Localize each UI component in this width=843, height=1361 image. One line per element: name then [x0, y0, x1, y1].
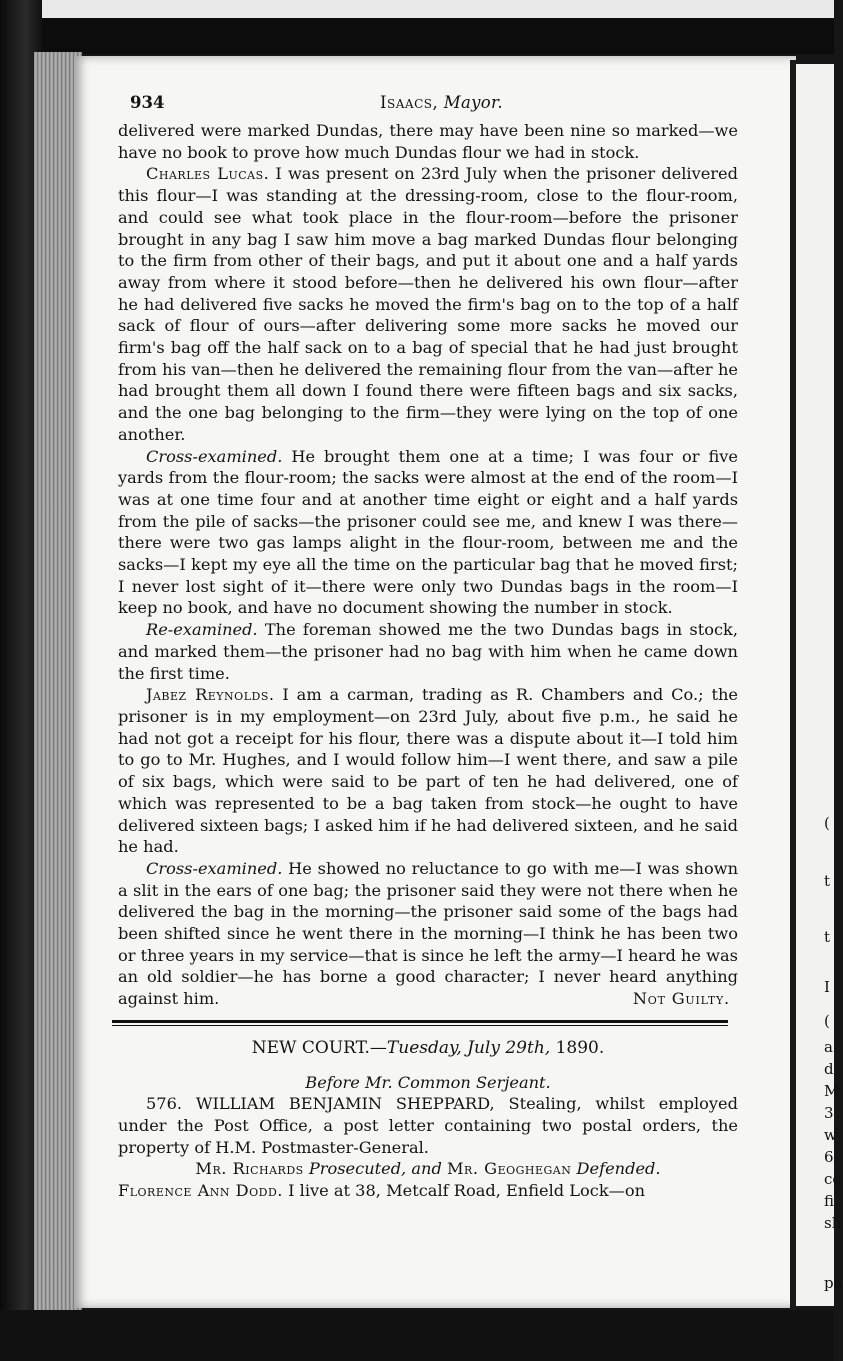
testimony-text: The foreman showed me the two Dundas bags in stock, and marked them—the prisoner had no bag with him when he came down the first time.	[118, 620, 738, 683]
facing-page-char: I	[824, 978, 830, 996]
page-text	[118, 86, 738, 1202]
cross-examination-reynolds	[118, 858, 738, 1010]
testimony-text: I was present on 23rd July when the prisoner delivered this flour—I was standing at the dressing-room, close to the flour-room, and could see what took place in the flour-room—before the prisoner brought in any bag I saw him move a bag marked Dundas flour belonging to the firm from other of their bags, and put it about one and a half yards away from where it stood before—then he delivered his own flour—after he had delivered five sacks he moved the firm's bag on to the top of a half sack of flour of ours—after delivering some more sacks he moved our firm's bag off the half sack on to a bag of special that he had just brought from his van—then he delivered the remaining flour from the van—after he had brought them all down I found there were fifteen bags and six sacks, and the one bag belonging to the firm—they were lying on the top of one another.	[118, 164, 738, 444]
paragraph-continuation: delivered were marked Dundas, there may have been nine so marked—we have no book to prove how much Dundas flour we had in stock.	[118, 121, 738, 162]
section-rule-thin	[112, 1025, 728, 1026]
counsel-line	[118, 1158, 738, 1180]
witness-name: Charles Lucas.	[146, 164, 270, 184]
case-entry	[118, 1093, 738, 1158]
defendant-name: WILLIAM BENJAMIN SHEPPARD,	[195, 1094, 495, 1114]
facing-page-char: pa	[824, 1274, 843, 1292]
court-year: 1890.	[555, 1037, 605, 1058]
prosecution-role: Prosecuted,	[308, 1159, 407, 1179]
running-head	[380, 92, 503, 114]
court-name: NEW COURT.—	[251, 1037, 387, 1058]
re-examination-lucas	[118, 619, 738, 684]
facing-page-char: w	[824, 1126, 837, 1144]
testimony-reynolds	[118, 684, 738, 858]
facing-page-fragment	[796, 64, 843, 1306]
facing-page-char: M	[824, 1082, 840, 1100]
defence-role: Defended.	[576, 1159, 661, 1179]
verdict: Not Guilty.	[632, 989, 730, 1009]
prosecution-counsel: Mr. Richards	[195, 1159, 304, 1179]
facing-page-char: t	[824, 928, 831, 946]
counsel-and: and	[411, 1159, 442, 1179]
court-date: Tuesday, July 29th,	[386, 1037, 551, 1058]
testimony-text: I live at 38, Metcalf Road, Enfield Lock—on	[288, 1181, 646, 1201]
defence-counsel: Mr. Geoghegan	[446, 1159, 572, 1179]
witness-dodd	[118, 1180, 738, 1202]
page-number: 934	[130, 93, 165, 112]
witness-name: Jabez Reynolds.	[146, 685, 275, 705]
running-head-name: Isaacs,	[380, 93, 439, 112]
facing-page-char: (	[824, 814, 830, 832]
scan-bottom-margin	[0, 1310, 834, 1361]
running-header	[118, 86, 738, 120]
facing-page-char: (	[824, 1012, 830, 1030]
testimony-lucas	[118, 163, 738, 445]
case-number: 576.	[146, 1094, 183, 1114]
facing-page-char: cc	[824, 1170, 841, 1188]
facing-page-char: 3	[824, 1104, 834, 1122]
testimony-text: I am a carman, trading as R. Chambers and Co.; the prisoner is in my employment—on 23rd July, about five p.m., he said he had not got a receipt for his flour, there was a dispute about it—I told him to go to Mr. Hughes, and I would follow him—I went there, and saw a pile of six bags, which were said to be part of ten he had delivered, one of which was represented to be a bag taken from stock—he ought to have delivered sixteen bags; I asked him if he had delivered sixteen, and he said he had.	[118, 685, 738, 857]
facing-page-char: sh	[824, 1214, 842, 1232]
judge-line: Before Mr. Common Serjeant.	[305, 1072, 551, 1092]
charge-text: Stealing, whilst employed under the Post Office, a post letter containing two postal orders, the property of H.M. Postmaster-General.	[118, 1094, 738, 1157]
examination-label: Cross-examined.	[146, 446, 283, 466]
examination-label: Cross-examined.	[146, 858, 283, 878]
witness-name: Florence Ann Dodd.	[118, 1181, 283, 1201]
facing-page-char: d	[824, 1060, 834, 1078]
facing-page-char: 6.	[824, 1148, 839, 1166]
facing-page-char: t	[824, 872, 831, 890]
running-head-title: Mayor.	[443, 93, 503, 112]
facing-page-char: a	[824, 1038, 833, 1056]
court-heading	[118, 1038, 738, 1060]
testimony-text: He showed no reluctance to go with me—I was shown a slit in the ears of one bag; the prisoner said they were not there when he delivered the bag in the morning—the prisoner said some of the bags had been shifted since he went there in the morning—I think he has been two or three years in my service—that is since he left the army—I heard he was an old soldier—he has borne a good character; I never heard anything against him.	[118, 858, 738, 1009]
book-top-edge	[30, 18, 834, 54]
testimony-text: He brought them one at a time; I was four or five yards from the flour-room; the sacks were almost at the end of the room—I was at one time four and at another time eight or eight and a half yards from the pile of sacks—the prisoner could see me, and knew I was there—there were two gas lamps alight in the flour-room, between me and the sacks—I kept my eye all the time on the particular bag that he moved first; I never lost sight of it—there were only two Dundas bags in the room—I keep no book, and have no document showing the number in stock.	[118, 446, 738, 618]
cross-examination-lucas	[118, 446, 738, 620]
facing-page-char: fi	[824, 1192, 835, 1210]
examination-label: Re-examined.	[146, 620, 258, 640]
section-rule	[112, 1020, 728, 1023]
